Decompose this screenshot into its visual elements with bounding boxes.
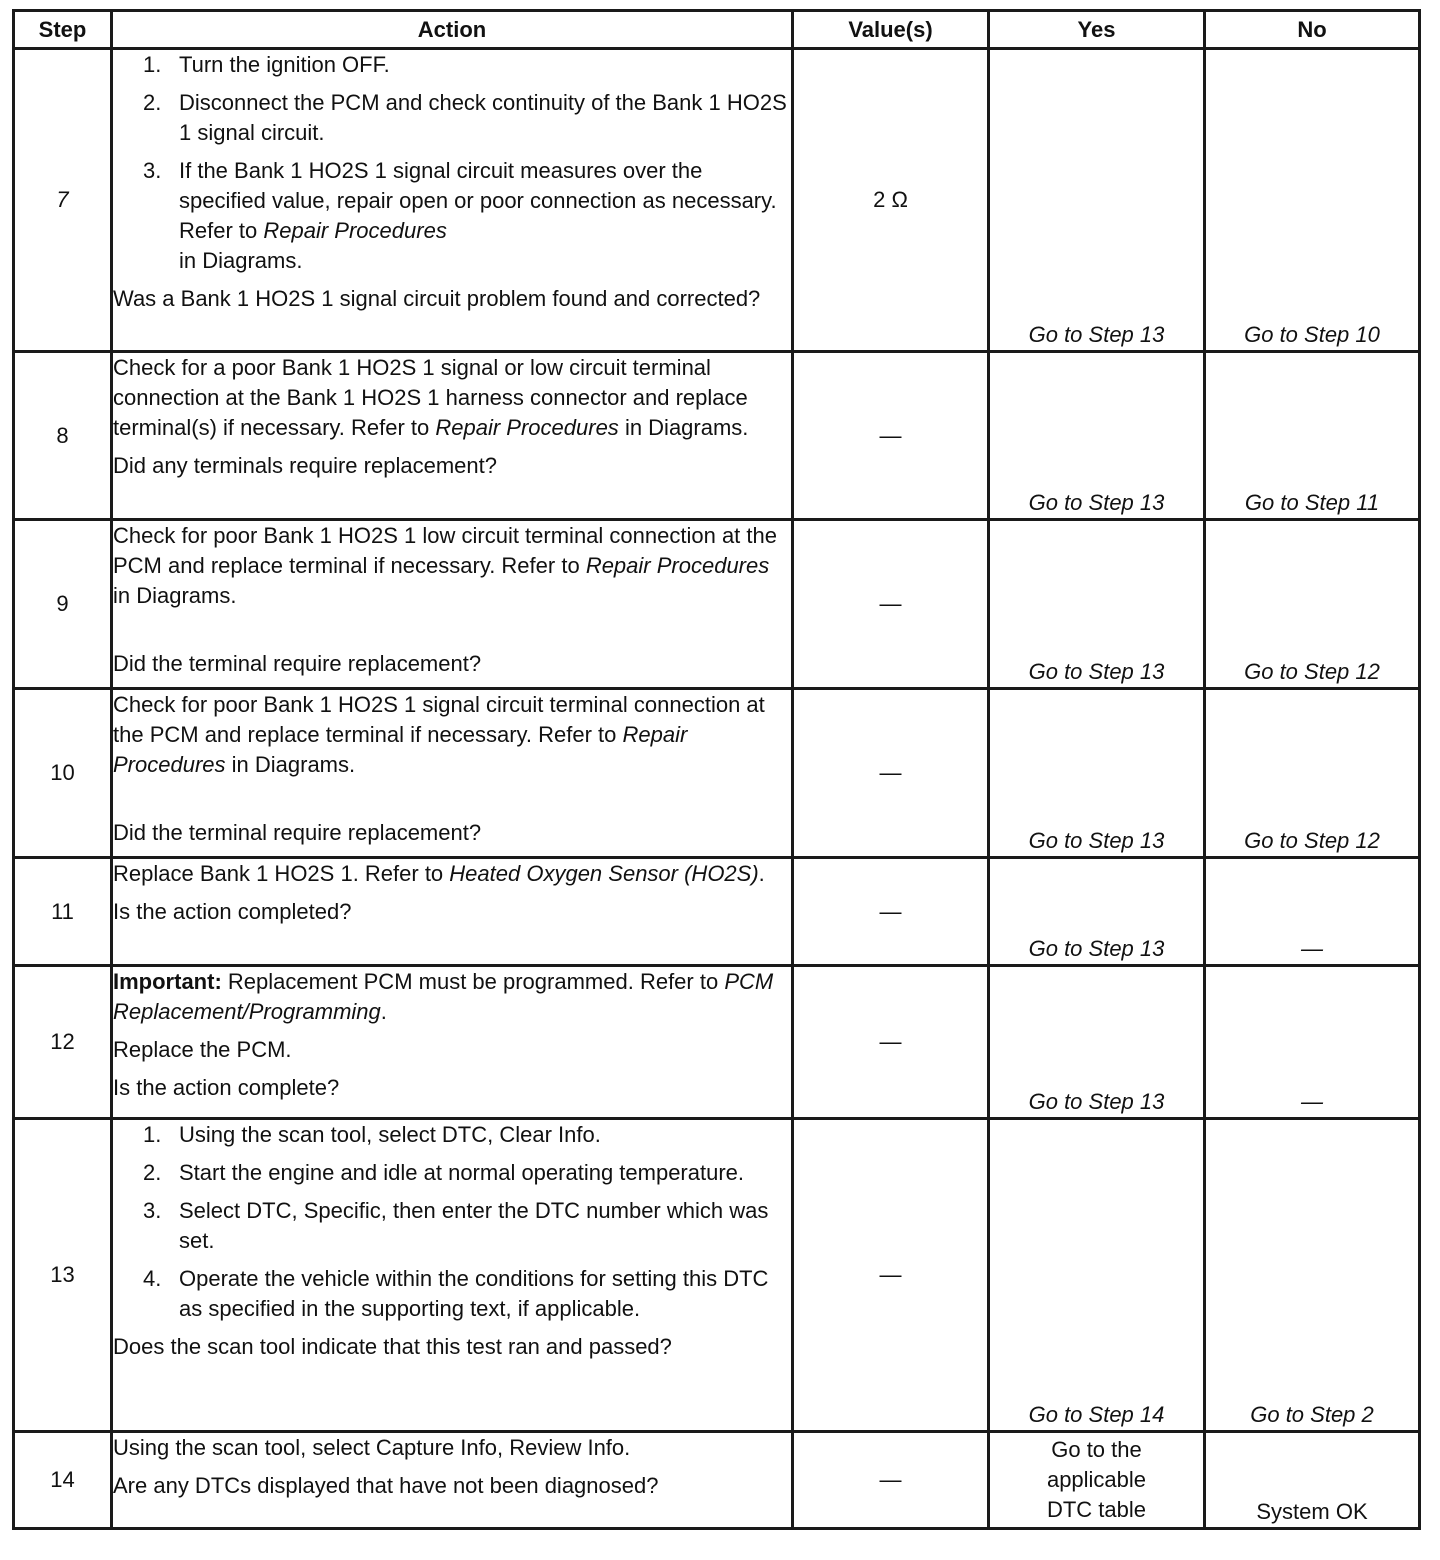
step-number: 8 xyxy=(14,352,112,520)
no-cell: Go to Step 11 xyxy=(1205,352,1420,520)
no-cell: — xyxy=(1205,966,1420,1119)
action-text: Check for a poor Bank 1 HO2S 1 signal or low circuit terminal connection at the Bank 1 HO2S 1 harness connector and replace terminal(s) if necessary. Refer to Repair Procedures in Diagrams. xyxy=(113,355,749,440)
step-number: 9 xyxy=(14,520,112,689)
value-cell: — xyxy=(793,1119,989,1432)
step-number: 7 xyxy=(14,49,112,352)
value-cell: — xyxy=(793,966,989,1119)
value-cell: — xyxy=(793,1432,989,1529)
step-number: 11 xyxy=(14,858,112,966)
step-number: 13 xyxy=(14,1119,112,1432)
action-text: Check for poor Bank 1 HO2S 1 low circuit terminal connection at the PCM and replace terminal if necessary. Refer to Repair Procedures in Diagrams. xyxy=(113,523,777,608)
yes-cell: Go to Step 14 xyxy=(989,1119,1205,1432)
list-item: 2. Disconnect the PCM and check continuity of the Bank 1 HO2S 1 signal circuit. xyxy=(143,90,787,145)
yes-cell: Go to Step 13 xyxy=(989,49,1205,352)
header-step: Step xyxy=(14,11,112,49)
diagnostic-table xyxy=(12,9,1421,1530)
table-row-step-9 xyxy=(14,520,1420,689)
no-cell: Go to Step 12 xyxy=(1205,520,1420,689)
list-item: 1. Turn the ignition OFF. xyxy=(143,52,390,77)
value-cell: — xyxy=(793,520,989,689)
header-action: Action xyxy=(112,11,793,49)
value-cell: — xyxy=(793,352,989,520)
action-cell xyxy=(112,1119,793,1432)
action-question: Was a Bank 1 HO2S 1 signal circuit problem found and corrected? xyxy=(113,286,761,311)
list-item: 1. Using the scan tool, select DTC, Clear Info. xyxy=(143,1122,601,1147)
header-values: Value(s) xyxy=(793,11,989,49)
action-text: Using the scan tool, select Capture Info, Review Info. xyxy=(113,1435,631,1460)
action-text: Replace the PCM. xyxy=(113,1037,292,1062)
action-text: Replace Bank 1 HO2S 1. Refer to Heated Oxygen Sensor (HO2S). xyxy=(113,861,765,886)
table-row-step-14 xyxy=(14,1432,1420,1529)
action-question: Did the terminal require replacement? xyxy=(113,820,482,845)
list-item: 3. If the Bank 1 HO2S 1 signal circuit measures over the specified value, repair open or poor connection as necessary. Refer to Repair Procedures in Diagrams. xyxy=(143,158,777,273)
yes-cell: Go to the applicable DTC table xyxy=(989,1432,1205,1529)
header-yes: Yes xyxy=(989,11,1205,49)
value-cell: 2 Ω xyxy=(793,49,989,352)
value-cell: — xyxy=(793,689,989,858)
action-cell xyxy=(112,49,793,352)
no-cell: Go to Step 10 xyxy=(1205,49,1420,352)
table-row-step-7 xyxy=(14,49,1420,352)
action-cell xyxy=(112,689,793,858)
action-question: Is the action completed? xyxy=(113,899,352,924)
header-no: No xyxy=(1205,11,1420,49)
yes-cell: Go to Step 13 xyxy=(989,689,1205,858)
table-row-step-11 xyxy=(14,858,1420,966)
header-row xyxy=(14,11,1420,49)
table-row-step-10 xyxy=(14,689,1420,858)
action-text: Check for poor Bank 1 HO2S 1 signal circuit terminal connection at the PCM and replace terminal if necessary. Refer to Repair Procedures in Diagrams. xyxy=(113,692,765,777)
list-item: 2. Start the engine and idle at normal operating temperature. xyxy=(143,1160,745,1185)
yes-cell: Go to Step 13 xyxy=(989,352,1205,520)
yes-cell: Go to Step 13 xyxy=(989,520,1205,689)
table-row-step-13 xyxy=(14,1119,1420,1432)
table-row-step-12 xyxy=(14,966,1420,1119)
action-question: Are any DTCs displayed that have not been diagnosed? xyxy=(113,1473,659,1498)
action-cell xyxy=(112,352,793,520)
table-row-step-8 xyxy=(14,352,1420,520)
no-cell: Go to Step 12 xyxy=(1205,689,1420,858)
yes-cell: Go to Step 13 xyxy=(989,858,1205,966)
action-question: Did the terminal require replacement? xyxy=(113,651,482,676)
action-cell xyxy=(112,520,793,689)
action-steps xyxy=(113,50,791,276)
no-cell: System OK xyxy=(1205,1432,1420,1529)
action-cell xyxy=(112,858,793,966)
step-number: 10 xyxy=(14,689,112,858)
action-cell xyxy=(112,1432,793,1529)
important-note: Important: Replacement PCM must be programmed. Refer to PCM Replacement/Programming. xyxy=(113,969,774,1024)
action-cell xyxy=(112,966,793,1119)
step-number: 12 xyxy=(14,966,112,1119)
step-number: 14 xyxy=(14,1432,112,1529)
no-cell: — xyxy=(1205,858,1420,966)
list-item: 4. Operate the vehicle within the conditions for setting this DTC as specified in the supporting text, if applicable. xyxy=(143,1266,769,1321)
list-item: 3. Select DTC, Specific, then enter the DTC number which was set. xyxy=(143,1198,769,1253)
value-cell: — xyxy=(793,858,989,966)
action-steps xyxy=(113,1120,791,1324)
no-cell: Go to Step 2 xyxy=(1205,1119,1420,1432)
action-question: Is the action complete? xyxy=(113,1075,340,1100)
yes-cell: Go to Step 13 xyxy=(989,966,1205,1119)
action-question: Did any terminals require replacement? xyxy=(113,453,497,478)
action-question: Does the scan tool indicate that this test ran and passed? xyxy=(113,1334,672,1359)
